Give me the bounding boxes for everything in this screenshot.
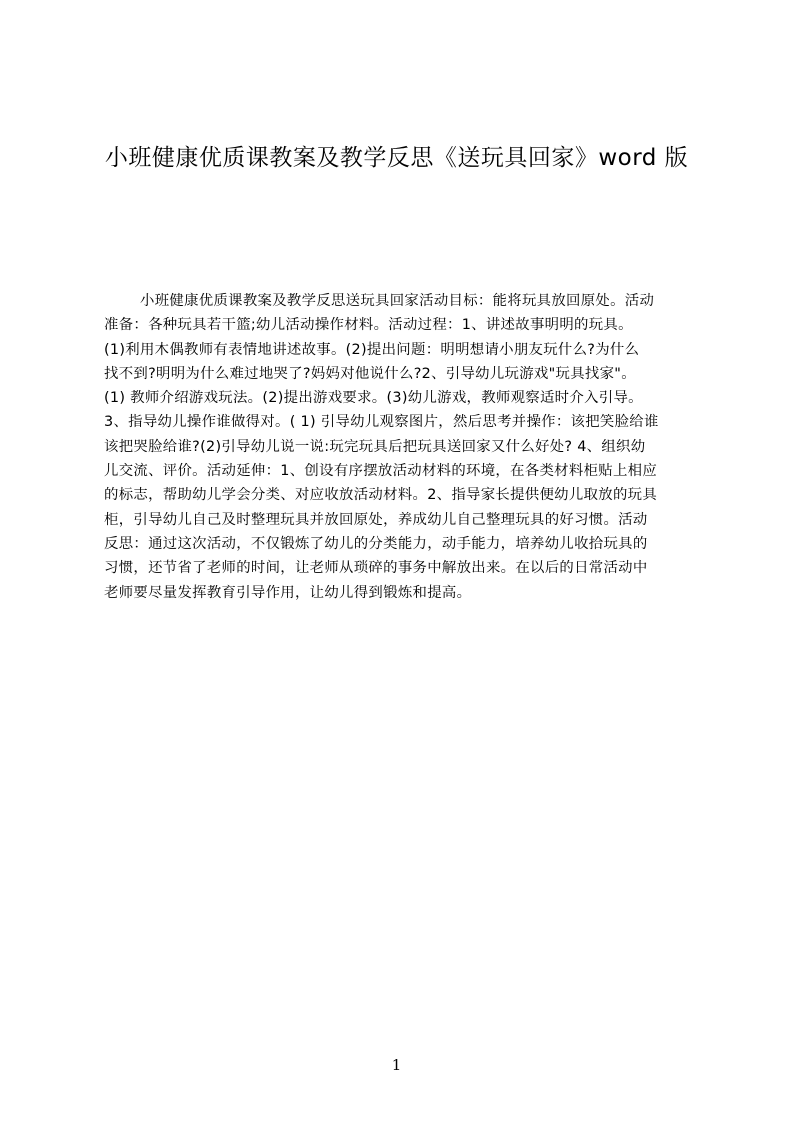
body-line: 找不到?明明为什么难过地哭了?妈妈对他说什么?2、引导幼儿玩游戏"玩具找家"。 [104, 365, 636, 382]
body-line: 儿交流、评价。活动延伸：1、创设有序摆放活动材料的环境，在各类材料柜贴上相应 [104, 463, 658, 480]
body-line: 小班健康优质课教案及教学反思送玩具回家活动目标：能将玩具放回原处。活动 [140, 293, 655, 309]
body-line: 该把哭脸给谁?(2)引导幼儿说一说:玩完玩具后把玩具送回家又什么好处? 4、组织幼 [104, 438, 646, 455]
body-line: 老师要尽量发挥教育引导作用，让幼儿得到锻炼和提高。 [104, 584, 472, 601]
body-line: (1)利用木偶教师有表情地讲述故事。(2)提出问题：明明想请小朋友玩什么?为什么 [104, 341, 640, 358]
body-line: 习惯，还节省了老师的时间，让老师从琐碎的事务中解放出来。在以后的日常活动中 [104, 560, 648, 577]
document-body [104, 289, 698, 605]
body-line: 柜，引导幼儿自己及时整理玩具并放回原处，养成幼儿自己整理玩具的好习惯。活动 [104, 511, 648, 528]
document-title: 小班健康优质课教案及教学反思《送玩具回家》word 版 [104, 145, 689, 171]
body-line: 反思：通过这次活动，不仅锻炼了幼儿的分类能力，动手能力，培养幼儿收拾玩具的 [104, 535, 648, 552]
body-line: 准备：各种玩具若干篮;幼儿活动操作材料。活动过程：1、讲述故事明明的玩具。 [104, 317, 633, 334]
body-line: 3、指导幼儿操作谁做得对。( 1) 引导幼儿观察图片，然后思考并操作：该把笑脸给谁 [104, 414, 659, 431]
page-number: 1 [391, 1056, 402, 1074]
body-line: 的标志，帮助幼儿学会分类、对应收放活动材料。2、指导家长提供便幼儿取放的玩具 [104, 487, 658, 504]
body-line: (1) 教师介绍游戏玩法。(2)提出游戏要求。(3)幼儿游戏，教师观察适时介入引导。 [104, 390, 643, 407]
